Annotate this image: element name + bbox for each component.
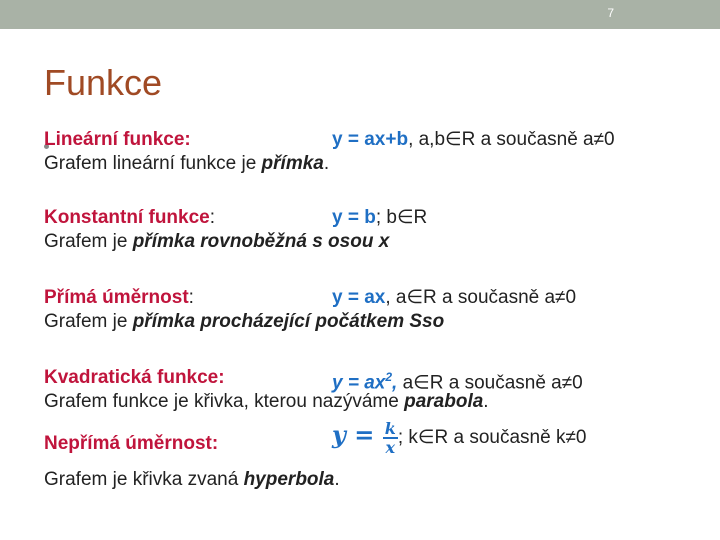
section-heading: Nepřímá úměrnost: xyxy=(44,433,219,454)
section-heading: Lineární funkce: xyxy=(44,129,191,150)
top-bar xyxy=(0,0,720,29)
section-formula: y = ax, a∈R a současně a≠0 xyxy=(332,287,577,308)
section-formula: y = b; b∈R xyxy=(332,207,428,228)
section-description: Grafem funkce je křivka, kterou nazýváme parabola. xyxy=(44,391,489,412)
section-description: Grafem je přímka rovnoběžná s osou x xyxy=(44,231,390,252)
section-formula: $y = ax^2$, a∈R a současně a≠0 xyxy=(332,370,583,394)
section-inverse-proportion xyxy=(44,419,704,492)
section-description: Grafem je přímka procházející počátkem Sso xyxy=(44,311,445,332)
section-heading: Přímá úměrnost: xyxy=(44,287,194,308)
section-description: Grafem lineární funkce je přímka. xyxy=(44,153,330,174)
section-constant-function xyxy=(44,206,704,254)
page-title: Funkce xyxy=(44,62,163,103)
section-quadratic-function xyxy=(44,366,704,414)
section-formula: y = $\frac{k}{x}$ ; k∈R a současně k≠0 xyxy=(332,419,587,457)
section-direct-proportion xyxy=(44,286,704,334)
slide-number: 7 xyxy=(607,6,614,20)
section-heading: Konstantní funkce: xyxy=(44,207,216,228)
section-linear-function xyxy=(44,128,704,176)
section-formula: y = ax+b, a,b∈R a současně a≠0 xyxy=(332,129,615,150)
section-description: Grafem je křivka zvaná hyperbola. xyxy=(44,469,340,490)
section-heading: Kvadratická funkce: xyxy=(44,367,225,388)
fraction: $\frac{k}{x}$ xyxy=(384,419,396,457)
